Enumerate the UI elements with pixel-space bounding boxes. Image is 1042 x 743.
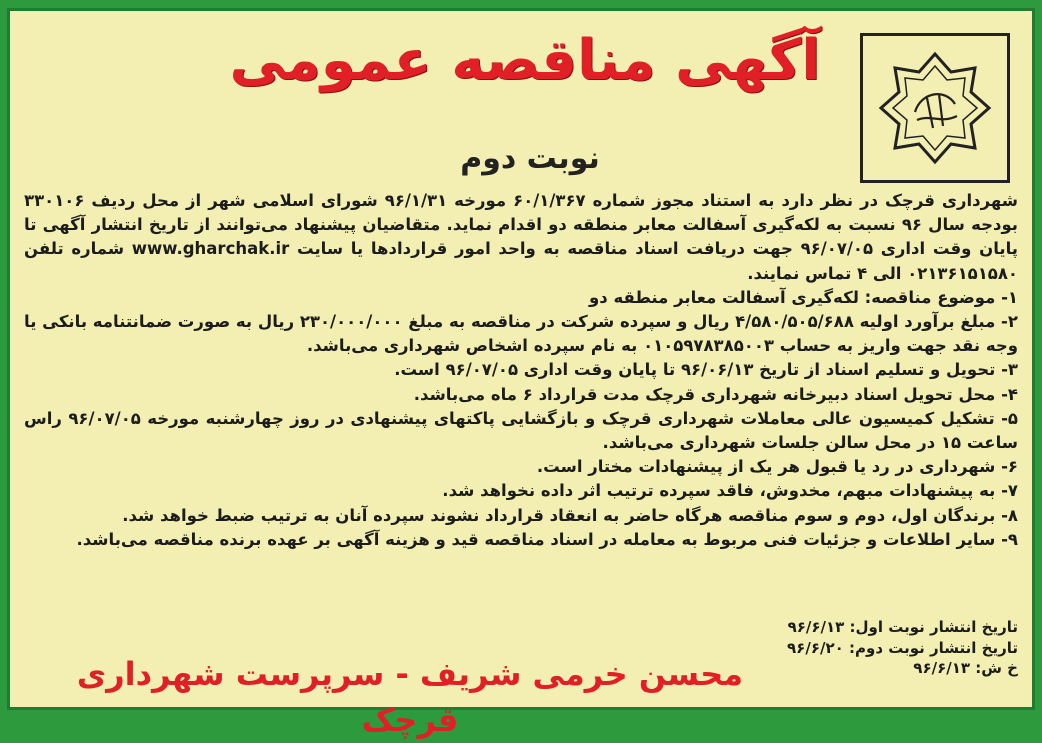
reference [758, 658, 1018, 679]
item-3: ۳- تحویل و تسلیم اسناد از تاریخ ۹۶/۰۶/۱۳ تا پایان وقت اداری ۹۶/۰۷/۰۵ است. [394, 360, 1018, 380]
notice-title: آگهی مناقصه عمومی [229, 28, 821, 93]
item-8: ۸- برندگان اول، دوم و سوم مناقصه هرگاه حاضر به انعقاد قرارداد نشوند سپرده آنان به ترتیب ضبط خواهد شد. [122, 505, 1018, 525]
item-6: ۶- شهرداری در رد یا قبول هر یک از پیشنهادات مختار است. [536, 457, 1018, 477]
item-7: ۷- به پیشنهادات مبهم، مخدوش، فاقد سپرده ترتیب اثر داده نخواهد شد. [442, 481, 1018, 501]
notice-frame [7, 8, 1035, 739]
first-pub-date: ۹۶/۶/۱۳ [787, 618, 845, 636]
notice-round: نوبت دوم [460, 141, 600, 176]
municipality-emblem [860, 33, 1010, 183]
item-1: ۱- موضوع مناقصه: لکه‌گیری آسفالت معابر منطقه دو [588, 287, 1018, 307]
first-pub-label: تاریخ انتشار نوبت اول: [849, 618, 1018, 636]
notice-body [24, 189, 1018, 552]
ref-label: خ ش: [975, 659, 1018, 677]
intro-paragraph: شهرداری قرچک در نظر دارد به استناد مجوز شماره ۶۰/۱/۳۶۷ مورخه ۹۶/۱/۳۱ شورای اسلامی شهر از محل ردیف ۳۳۰۱۰۶ بودجه سال ۹۶ نسبت به لکه‌گیری آسفالت معابر منطقه دو اقدام نماید. متقاضیان پیشنهاد می‌توانند از تاریخ انتشار آگهی تا پایان وقت اداری ۹۶/۰۷/۰۵ جهت دریافت اسناد مناقصه به واحد امور قراردادها یا سایت www.gharchak.ir شماره تلفن ۰۲۱۳۶۱۵۱۵۸۰ الی ۴ تماس نمایند. [24, 191, 1019, 283]
item-5: ۵- تشکیل کمیسیون عالی معاملات شهرداری قرچک و بازگشایی پاکتهای پیشنهادی در روز چهارشنبه مورخه ۹۶/۰۷/۰۵ راس ساعت ۱۵ در محل سالن جلسات شهرداری می‌باشد. [24, 408, 1018, 453]
second-pub-label: تاریخ انتشار نوبت دوم: [849, 638, 1018, 657]
ref-date: ۹۶/۶/۱۳ [913, 659, 971, 677]
second-pub-date: ۹۶/۶/۲۰ [787, 638, 844, 657]
emblem-icon [875, 48, 995, 168]
second-publication [758, 638, 1018, 659]
item-2: ۲- مبلغ برآورد اولیه ۴/۵۸۰/۵۰۵/۶۸۸ ریال و سپرده شرکت در مناقصه به مبلغ ۲۳۰/۰۰۰/۰۰۰ ریال به صورت ضمانتنامه بانکی یا وجه نقد جهت واریز به حساب ۰۱۰۵۹۷۸۳۸۵۰۰۳ به نام سپرده اشخاص شهرداری می‌باشد. [24, 312, 1018, 356]
publication-info [758, 617, 1018, 679]
item-4: ۴- محل تحویل اسناد دبیرخانه شهرداری قرچک مدت قرارداد ۶ ماه می‌باشد. [413, 384, 1018, 404]
signature: محسن خرمی شریف - سرپرست شهرداری قرچک [76, 655, 744, 739]
item-9: ۹- سایر اطلاعات و جزئیات فنی مربوط به معامله در اسناد مناقصه قید و هزینه آگهی بر عهده برنده مناقصه می‌باشد. [76, 529, 1018, 549]
first-publication [758, 617, 1018, 638]
